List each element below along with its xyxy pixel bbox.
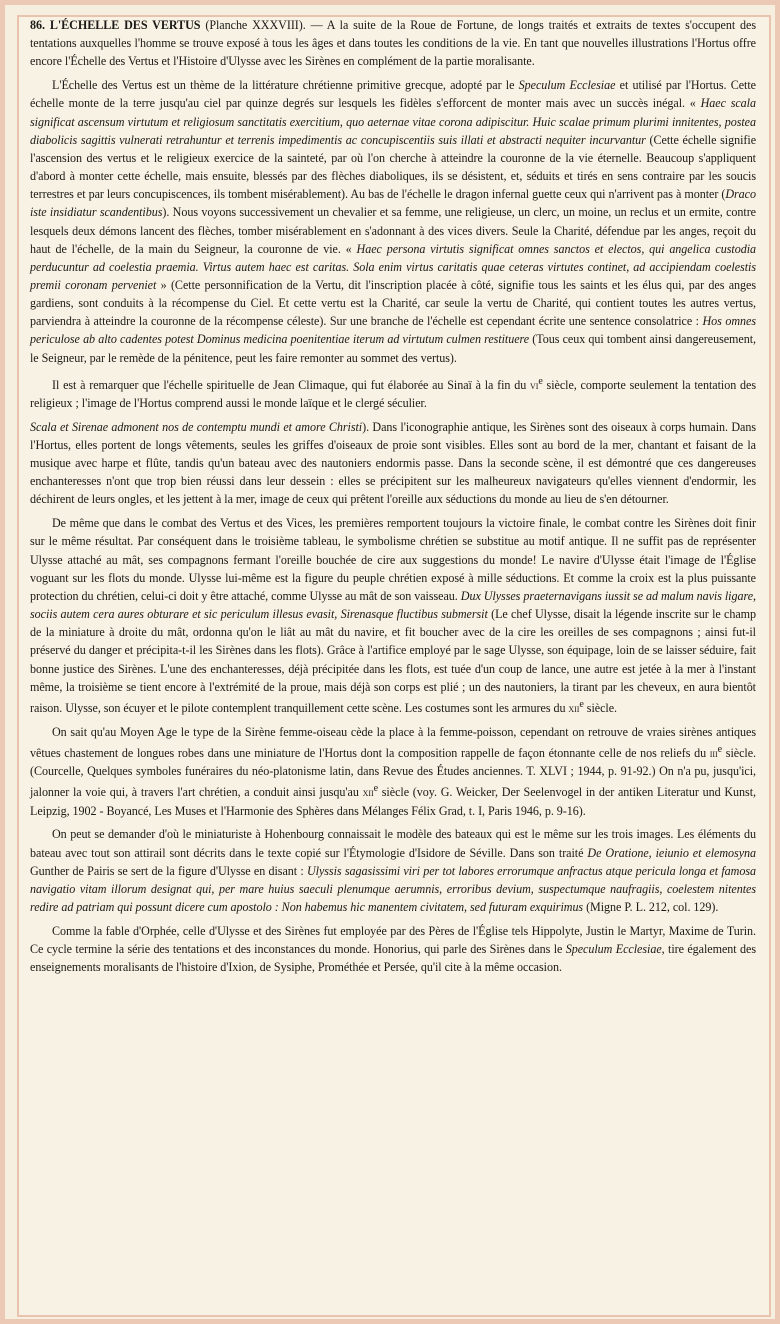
italic-run: Speculum Ecclesiae bbox=[518, 78, 616, 93]
text-run: ). Dans l'iconographie antique, les Sirènes sont des oiseaux à corps humain. Dans l'Hortus, elles portent de longs vêtements, seules les griffes d'oiseaux de proie sont visibles. Elles sont au bord de la mer, chantant et faisant de la musique avec harpe et flûte, tandis qu'un bateau avec des nautoniers endormis passe. Dans la seconde scène, il est démontré que ces dangereuses enchanteresses n'ont que trop bien réussi dans leur dessein : elles se précipitent sur les malheureux navigateurs qu'elles viennent d'endormir, les déchirent de leurs ongles, et les jettent à la mer, image de ceux qui prêtent l'oreille aux séductions du monde au lieu de s'en détourner. bbox=[30, 419, 757, 507]
paragraph-hohenbourg bbox=[30, 825, 756, 916]
paragraph-sirenes bbox=[30, 418, 756, 509]
text-run: (Tous ceux qui tombent ainsi dangereusement, le Seigneur, par le remède de la pénitence, peut les faire remonter au sommet des vertus). bbox=[30, 332, 756, 365]
text-run: siècle. bbox=[583, 700, 618, 715]
plate-reference: (Planche XXXVIII). bbox=[205, 18, 306, 32]
text-run: (Migne P. L. 212, col. 129). bbox=[583, 900, 719, 915]
italic-run: De Oratione, ieiunio et elemosyna bbox=[587, 845, 757, 860]
latin-quote: Ulyssis sagasissimi viri per tot labores errorumque anfractus atque pericula longa et famosa navigatio vitam illorum designat qui, per mare huius saeculi plenumque aerumnis, erroribus devium, suspectumque naufragiis, coelestem nitentes redire ad patriam qui possunt dicere cum apostolo : Non habemus hic manentem civitatem, sed futuram exquirimus bbox=[30, 863, 756, 915]
italic-run: Speculum Ecclesiae bbox=[565, 942, 662, 957]
latin-quote: Scala et Sirenae admonent nos de contemptu mundi et amore Christi bbox=[30, 419, 363, 434]
latin-quote: Haec scala significat ascensum virtutum et religiosum sanctitatis exercitium, quo aeternae vitae corona adipiscitur. Huic scalae primum plurimi innitentes, postea diabolicis sagittis vulnerati retrahuntur et terrenis impedimentis ac concupiscentiis suis illati et abstracti nequiter incurvantur bbox=[30, 96, 756, 147]
superscript: e bbox=[579, 698, 584, 710]
text-run: et utilisé par l'Hortus. Cette échelle monte de la terre jusqu'au ciel par quinze degrés sur lesquels les fidèles s'efforcent de monter mais avec un succès inégal. « bbox=[30, 78, 756, 111]
text-run: De même que dans le combat des Vertus et des Vices, les premières remportent toujours la victoire finale, le combat contre les Sirènes doit finir sur le même résultat. Par conséquent dans le troisième tableau, le symbolisme chrétien se substitue au motif antique. Il ne suffit pas de représenter Ulysse attaché au mât, ses compagnons fermant l'oreille bouchée de cire aux suggestions du monde! Le navire d'Ulysse était l'image de l'Église voguant sur les flots du monde. Ulysse lui-même est la figure du peuple chrétien exposé à mille séductions. Et comme la croix est la plus puissante protection du chrétien, celui-ci doit y être attaché, comme Ulysse au mât de son vaisseau. bbox=[30, 516, 756, 603]
text-run: On sait qu'au Moyen Age le type de la Sirène femme-oiseau cède la place à la femme-poisson, cependant on retrouve de vraies sirènes antiques vêtues chastement de longues robes dans une miniature de l'Hortus dont la composition rappelle de façon étonnante celle de nos reliefs du bbox=[30, 724, 756, 761]
text-run: Il est à remarquer que l'échelle spirituelle de Jean Climaque, qui fut élaborée au Sinaï à la fin du bbox=[52, 377, 530, 392]
text-run: On peut se demander d'où le miniaturiste à Hohenbourg connaissait le modèle des bateaux qui est le même sur les trois images. Les éléments du bateau avec tout son attirail sont décrits dans le texte copié sur l'Étymologie d'Isidore de Séville. Dans son traité bbox=[30, 827, 756, 860]
latin-quote: Draco iste insidiatur scandentibus bbox=[30, 187, 756, 220]
paragraph-ulysse bbox=[30, 514, 756, 717]
text-run: L'Échelle des Vertus est un thème de la littérature chrétienne primitive grecque, adopté par le bbox=[52, 78, 519, 93]
latin-quote: Dux Ulysses praeternavigans iussit se ad malum navis ligare, sociis autem cera aures obturare et sic periculum illesus evasit, Sirenasque fluctibus submersit bbox=[30, 588, 756, 622]
latin-quote: Hos omnes periculose ab alto cadentes potest Dominus medicina poenitentiae iterum ad virtutum culmen restituere bbox=[30, 314, 756, 347]
century-numeral: vi bbox=[529, 377, 539, 392]
paragraph-climaque bbox=[30, 373, 756, 412]
article-body bbox=[30, 16, 756, 982]
superscript: e bbox=[373, 783, 379, 795]
century-numeral: iii bbox=[709, 746, 718, 761]
text-run: Comme la fable d'Orphée, celle d'Ulysse et des Sirènes fut employée par des Pères de l'Église tels Hippolyte, Justin le Martyr, Maxime de Turin. Ce cycle termine la série des tentations et des inconstances du monde. Honorius, qui parle des Sirènes dans le bbox=[30, 924, 756, 957]
century-numeral: xii bbox=[362, 785, 374, 800]
intro-text: — A la suite de la Roue de Fortune, de longs traités et extraits de textes s'occupent des tentations auxquelles l'homme se trouve exposé à tous les âges et dans toutes les conditions de la vie. En tant que nouvelles illustrations l'Hortus offre encore l'Échelle des Vertus et l'Histoire d'Ulysse avec les Sirènes en complément de la partie moralisante. bbox=[30, 18, 756, 69]
text-run: » (Cette personnification de la Vertu, dit l'inscription placée à côté, signifie tous les saints et les élus qui, par des anges gardiens, sont conduits à la récompense du Ciel. Et cette vertu est la Charité, car seule la vertu de Charité, qui contient toutes les autres vertus, parviendra à atteindre la couronne de la récompense céleste). Sur une branche de l'échelle est cependant écrite une sentence consolatrice : bbox=[30, 277, 756, 329]
text-run: siècle (voy. G. Weicker, Der Seelenvogel in der antiken Literatur und Kunst, Leipzig, 1902 - Boyancé, Les Muses et l'Harmonie des Sphères dans Mélanges Félix Grad, t. I, Paris 1946, p. 9-16). bbox=[30, 785, 756, 818]
paragraph-echelle bbox=[30, 76, 756, 367]
text-run: (Cette échelle signifie l'ascension des vertus et le religieux exercice de la sainteté, par où l'on cherche à atteindre la couronne de la vie éternelle. Beaucoup s'appliquent d'abord à monter cette échelle, mais ensuite, blessés par des flèches diaboliques, ils se désistent, et, séduits et tirés en sens contraire par les soucis terrestres et par leurs concupiscences, ils tombent misérablement). Au bas de l'échelle le dragon infernal guette ceux qui n'arrivent pas à monter ( bbox=[30, 132, 757, 202]
section-number: 86. bbox=[30, 18, 45, 32]
paragraph-intro bbox=[30, 16, 756, 70]
section-title: L'ÉCHELLE DES VERTUS bbox=[49, 18, 201, 32]
text-run: ). Nous voyons successivement un chevalier et sa femme, une religieuse, un clerc, un moine, un reclus et un ermite, contre lesquels deux démons lancent des flèches, tomber misérablement en s'adonnant à des vices divers. Seule la Charité, défendue par les anges, reçoit du haut de l'échelle, de la main du Seigneur, la couronne de vie. « bbox=[30, 205, 756, 256]
superscript: e bbox=[538, 375, 543, 387]
superscript: e bbox=[717, 743, 723, 755]
paragraph-moyen-age bbox=[30, 723, 756, 820]
text-run: siècle. (Courcelle, Quelques symboles funéraires du néo-platonisme latin, dans Revue des Études anciennes. T. XLVI ; 1944, p. 91-92.) On n'a pu, jusqu'ici, jalonner la voie qui, à travers l'art chrétien, a conduit ainsi jusqu'au bbox=[30, 746, 756, 800]
text-run: Gunther de Pairis se sert de la figure d'Ulysse en disant : bbox=[30, 863, 307, 878]
text-run: , tire également des enseignements moralisants de l'histoire d'Ixion, de Sysiphe, Prométhée et Persée, qu'il cite à la même occasion. bbox=[30, 942, 756, 975]
latin-quote: Haec persona virtutis significat omnes sanctos et electos, qui angelica custodia perducuntur ad coelestia praemia. Virtus autem haec est caritas. Sola enim virtus caritatis quae ceteras virtutes continet, ad accipiendam coelestis premii coronam perveniet bbox=[30, 241, 756, 292]
text-run: siècle, comporte seulement la tentation des religieux ; l'image de l'Hortus comprend aussi le monde laïque et le clergé séculier. bbox=[30, 377, 756, 410]
paragraph-orphee bbox=[30, 922, 756, 976]
century-numeral: xii bbox=[568, 700, 580, 715]
text-run: (Le chef Ulysse, disait la légende inscrite sur le champ de la miniature à droite du mât, ordonna qu'on le liât au mât du navire, et fit boucher avec de la cire les oreilles de ses compagnons ; ainsi fut-il préservé du danger et précipita-t-il les Sirènes dans les flots). Grâce à l'artifice employé par le sage Ulysse, son équipage, loin de se laisser séduire, fait bonne justice des Sirènes. L'une des enchanteresses, déjà précipitée dans les flots, est tuée d'un coup de lance, une autre est jetée à la mer à l'instant même, la troisième se tient encore à l'extrémité de la proue, mais déjà son corps est plié ; un des nautoniers, la tirant par les cheveux, en aura bientôt raison. Ulysse, son écuyer et le pilote contemplent tranquillement cette scène. Les costumes sont les armures du bbox=[30, 607, 757, 715]
